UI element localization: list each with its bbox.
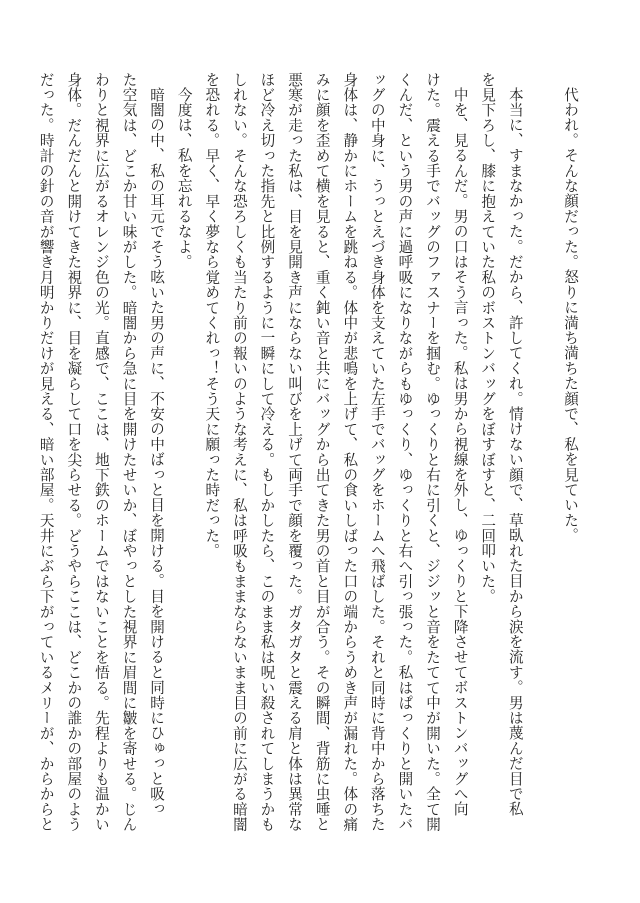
- text-line: た空気は、どこか甘い味がした。暗闇から急に目を開けたせいか、ぼやっとした視界に眉間に皺を寄せる。じん: [120, 72, 138, 832]
- text-line: 身体。だんだんと開けてきた視界に、目を凝らして口を尖らせる。どうやらここは、どこかの誰かの部屋のよう: [65, 72, 83, 832]
- text-line: 本当に、すまなかった。だから、許してくれ。情けない顔で、草臥れた目から涙を流す。男は蔑んだ目で私: [506, 86, 524, 817]
- text-line: くんだ、という男の声に過呼吸になりながらもゆっくり、ゆっくりと右へ引っ張った。私はぱっくりと開いたバ: [396, 72, 414, 832]
- text-line: わりと視界に広がるオレンジ色の光。直感で、ここは、地下鉄のホームではないことを悟る。先程よりも温かい: [92, 72, 110, 832]
- blank-line: [529, 72, 557, 832]
- text-line: ッグの中身に、うっとえづき身体を支えていた左手でバッグをホームへ飛ばした。それと同時に背中から落ちた: [368, 72, 386, 832]
- text-line: 今度は、私を忘れるなよ。: [175, 86, 193, 269]
- text-line: を恐れる。早く、早く夢なら覚めてくれっ！そう天に願った時だった。: [203, 72, 221, 559]
- text-line: みに顔を歪めて横を見ると、重く鈍い音と共にバッグから出てきた男の首と目が合う。その瞬間、背筋に虫唾と: [313, 72, 331, 832]
- novel-text-block: [37, 72, 584, 832]
- text-line: 中を、見るんだ。男の口はそう言った。私は男から視線を外し、ゆっくりと下降させてボストンバッグへ向: [451, 86, 469, 817]
- text-line: だった。時計の針の音が響き月明かりだけが見える、暗い部屋。天井にぶら下がっているメリーが、からからと: [37, 72, 55, 832]
- text-line: を見下ろし、膝に抱えていた私のボストンバッグをぼすぼすと、二回叩いた。: [479, 72, 497, 604]
- text-line: 代われ。そんな顔だった。怒りに満ち満ちた顔で、私を見ていた。: [562, 86, 579, 543]
- text-line: しれない。そんな恐ろしくも当たり前の報いのような考えに、私は呼吸もままならないまま目の前に広がる暗闇: [230, 72, 248, 832]
- text-line: 悪寒が走った私は、目を見開き声にならない叫びを上げて両手で顔を覆った。ガタガタと震える肩と体は異常な: [286, 72, 304, 832]
- text-line: けた。震える手でバッグのファスナーを掴む。ゆっくりと右に引くと、ジジッと音をたてて中が開いた。全て開: [424, 72, 442, 832]
- text-line: ほど冷え切った指先と比例するように一瞬にして冷える。もしかしたら、このまま私は呪い殺されてしまうかも: [258, 72, 276, 832]
- text-line: 暗闇の中、私の耳元でそう呟いた男の声に、不安の中ばっと目を開ける。目を開けると同時にひゅっと吸っ: [148, 86, 166, 817]
- text-line: 身体は、静かにホームを跳ねる。体中が悲鳴を上げて、私の食いしばった口の端からうめき声が漏れた。体の痛: [341, 72, 359, 832]
